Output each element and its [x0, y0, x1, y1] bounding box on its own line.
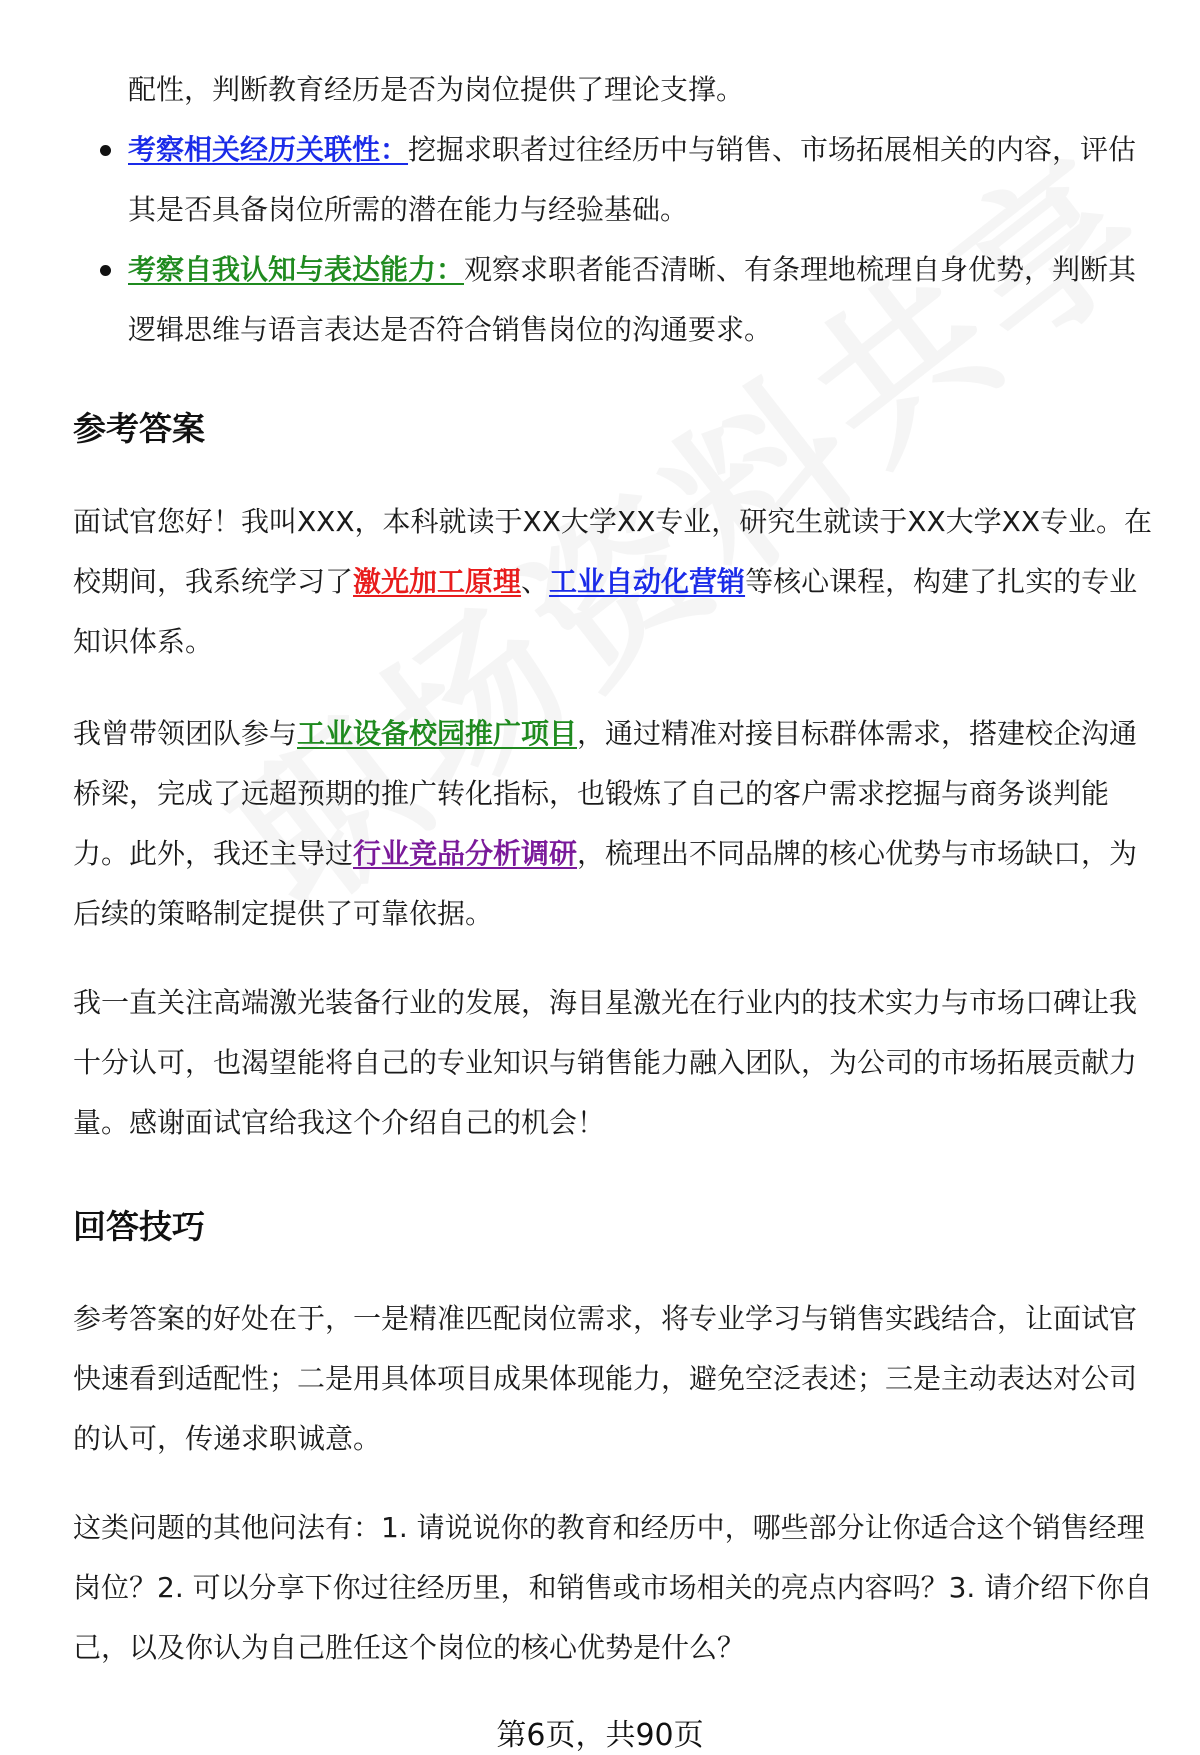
page-number: 第6页，共90页 — [496, 1718, 704, 1753]
list-item — [128, 120, 1148, 240]
paragraph-text: ，通过精准对接目标群体需求，搭建校企沟通桥梁，完成了远超预期的推广转化指标，也锻炼了自己的客户需求挖掘与商务谈判能力。此外，我还主导过 — [73, 717, 1138, 870]
tips-paragraph-1: 参考答案的好处在于，一是精准匹配岗位需求，将专业学习与销售实践结合，让面试官快速看到适配性；二是用具体项目成果体现能力，避免空泛表述；三是主动表达对公司的认可，传递求职诚意。 — [73, 1302, 1138, 1455]
section-heading-tips: 回答技巧 — [73, 1207, 205, 1246]
criterion-label: 考察相关经历关联性： — [128, 133, 409, 166]
list-item-continuation: 配性，判断教育经历是否为岗位提供了理论支撑。 — [128, 73, 745, 106]
highlight-course-2: 工业自动化营销 — [549, 565, 746, 598]
paragraph-text: 我曾带领团队参与 — [73, 717, 298, 750]
highlight-research: 行业竞品分析调研 — [353, 837, 578, 870]
criterion-label: 考察自我认知与表达能力： — [128, 253, 465, 286]
tips-paragraph-2: 这类问题的其他问法有：1. 请说说你的教育和经历中，哪些部分让你适合这个销售经理岗位？2. 可以分享下你过往经历里，和销售或市场相关的亮点内容吗？3. 请介绍下你自己，以及你认为自己胜任这个岗位的核心优势是什么？ — [73, 1511, 1153, 1664]
criteria-list — [0, 60, 1200, 360]
section-heading-answer: 参考答案 — [73, 409, 205, 448]
highlight-course-1: 激光加工原理 — [353, 565, 522, 598]
highlight-project: 工业设备校园推广项目 — [297, 717, 578, 750]
bullet-dot — [100, 265, 111, 276]
criterion-text: 挖掘求职者过往经历中与销售、市场拓展相关的内容，评估其是否具备岗位所需的潜在能力与经验基础。 — [128, 133, 1137, 226]
answer-paragraph-3: 我一直关注高端激光装备行业的发展，海目星激光在行业内的技术实力与市场口碑让我十分认可，也渴望能将自己的专业知识与销售能力融入团队，为公司的市场拓展贡献力量。感谢面试官给我这个介绍自己的机会！ — [73, 986, 1138, 1139]
paragraph-text: 、 — [521, 565, 550, 598]
paragraph-text: ，梳理出不同品牌的核心优势与市场缺口，为后续的策略制定提供了可靠依据。 — [73, 837, 1138, 930]
paragraph-text: 等核心课程，构建了扎实的专业知识体系。 — [73, 565, 1138, 658]
criterion-text: 观察求职者能否清晰、有条理地梳理自身优势，判断其逻辑思维与语言表达是否符合销售岗位的沟通要求。 — [128, 253, 1137, 346]
paragraph-text: 面试官您好！我叫XXX，本科就读于XX大学XX专业，研究生就读于XX大学XX专业。在校期间，我系统学习了 — [73, 505, 1153, 598]
answer-paragraph-1 — [73, 492, 1153, 672]
list-item — [128, 240, 1148, 360]
answer-paragraph-2 — [73, 704, 1153, 944]
bullet-dot — [100, 145, 111, 156]
